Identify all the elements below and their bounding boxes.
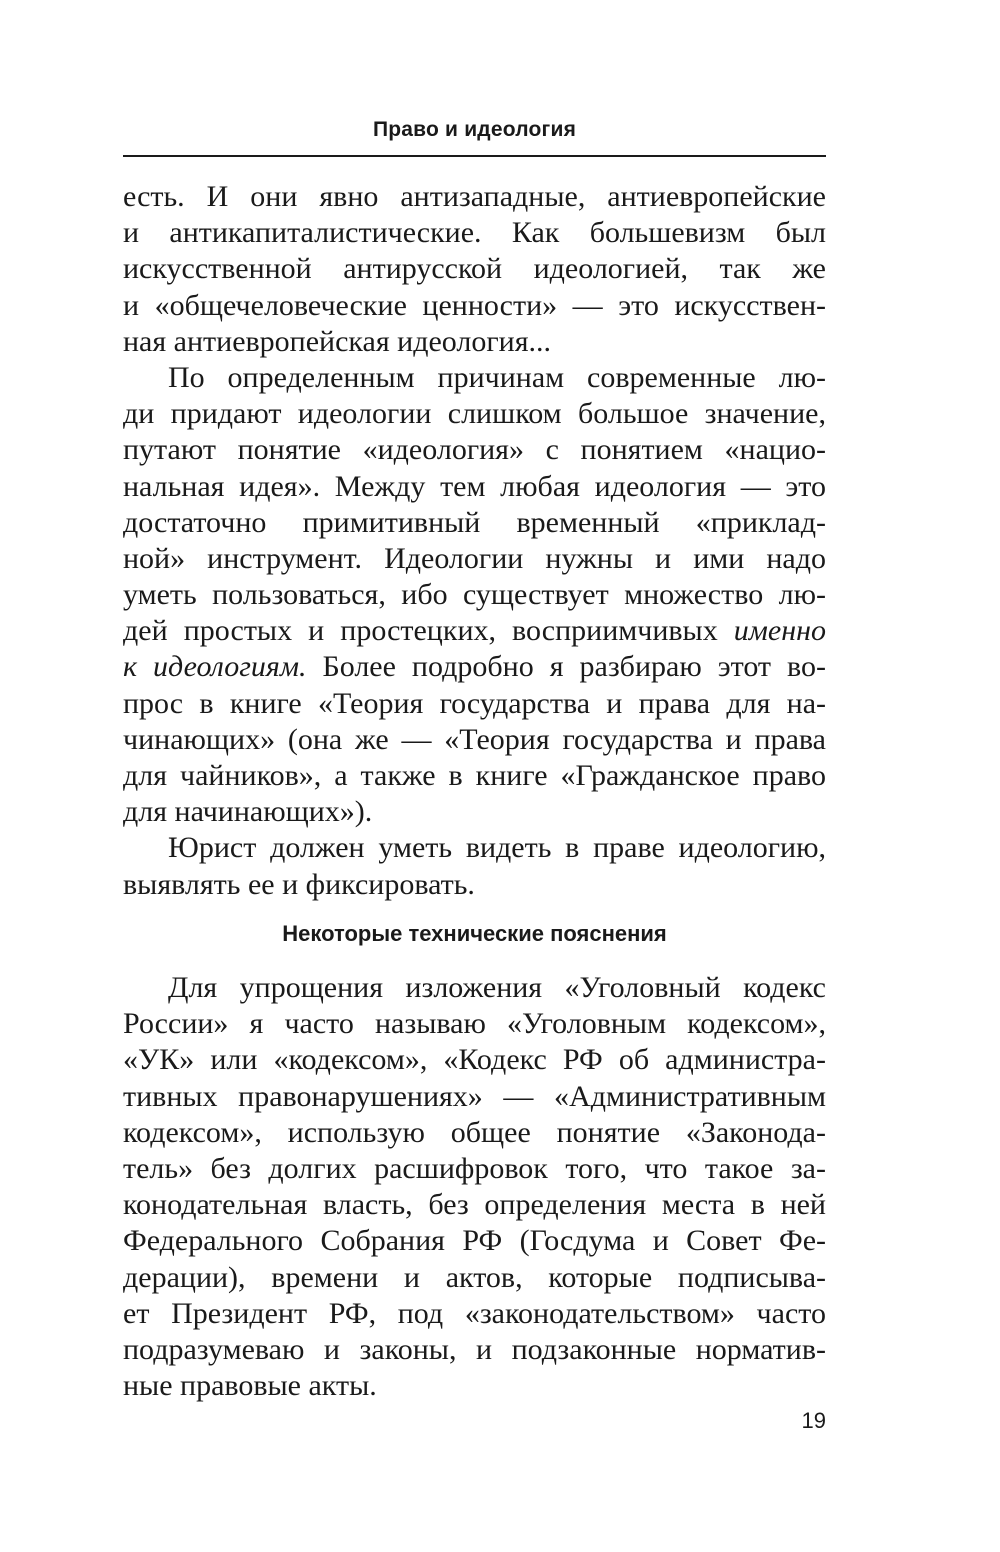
text-line: ет Президент РФ, под «законодательством» часто xyxy=(123,1296,826,1330)
text-line: ная антиевропейская идеология... xyxy=(123,324,552,358)
header-rule xyxy=(123,155,826,157)
page-number: 19 xyxy=(801,1408,826,1433)
text-line: путают понятие «идеология» с понятием «нацио- xyxy=(123,433,826,467)
section-heading: Некоторые технические пояснения xyxy=(282,921,667,946)
italic-text: к идеологиям. xyxy=(123,650,307,684)
text-line: По определенным причинам современные лю- xyxy=(168,360,826,394)
text-line: ди придают идеологии слишком большое значение, xyxy=(123,397,826,431)
body-text-block-2 xyxy=(123,970,826,1404)
text-run: Более подробно я разбираю этот во- xyxy=(306,650,826,684)
italic-text: именно xyxy=(733,614,826,648)
text-line: для начинающих»). xyxy=(123,795,373,829)
text-line: «УК» или «кодексом», «Кодекс РФ об администра- xyxy=(123,1043,826,1077)
text-line: кодексом», использую общее понятие «Законода- xyxy=(123,1115,826,1149)
text-run: дей простых и простецких, восприимчивых xyxy=(123,614,734,648)
text-line: есть. И они явно антизападные, антиевропейские xyxy=(123,180,826,213)
text-line: ной» инструмент. Идеологии нужны и ими надо xyxy=(123,541,826,575)
body-text-block-1 xyxy=(123,179,826,903)
text-line: тель» без долгих расшифровок того, что такое за- xyxy=(123,1151,826,1185)
text-line: нальная идея». Между тем любая идеология — это xyxy=(123,469,826,503)
running-head: Право и идеология xyxy=(372,118,577,141)
text-line: и «общечеловеческие ценности» — это искусствен- xyxy=(123,288,826,322)
text-line: Для упрощения изложения «Уголовный кодекс xyxy=(168,971,826,1004)
text-line: Федерального Собрания РФ (Госдума и Совет Фе- xyxy=(123,1224,826,1258)
text-line xyxy=(123,613,826,649)
text-line: подразумеваю и законы, и подзаконные норматив- xyxy=(123,1332,826,1366)
text-line: для чайников», а также в книге «Гражданское право xyxy=(123,759,826,792)
text-line: ные правовые акты. xyxy=(123,1369,377,1403)
text-line: чинающих» (она же — «Теория государства и права xyxy=(123,722,826,756)
text-line xyxy=(123,649,826,685)
text-line: искусственной антирусской идеологией, так же xyxy=(123,252,826,286)
text-line: тивных правонарушениях» — «Административным xyxy=(123,1079,826,1113)
text-line: конодательная власть, без определения места в ней xyxy=(123,1188,826,1222)
text-line: Юрист должен уметь видеть в праве идеологию, xyxy=(168,831,826,865)
text-line: и антикапиталистические. Как большевизм был xyxy=(123,216,826,250)
text-line: выявлять ее и фиксировать. xyxy=(123,867,475,901)
text-line: прос в книге «Теория государства и права для на- xyxy=(123,686,826,720)
text-line: достаточно примитивный временный «приклад- xyxy=(123,505,826,539)
text-line: России» я часто называю «Уголовным кодексом», xyxy=(123,1007,826,1041)
text-line: уметь пользоваться, ибо существует множество лю- xyxy=(123,578,826,612)
text-line: дерации), времени и актов, которые подписыва- xyxy=(123,1260,826,1294)
